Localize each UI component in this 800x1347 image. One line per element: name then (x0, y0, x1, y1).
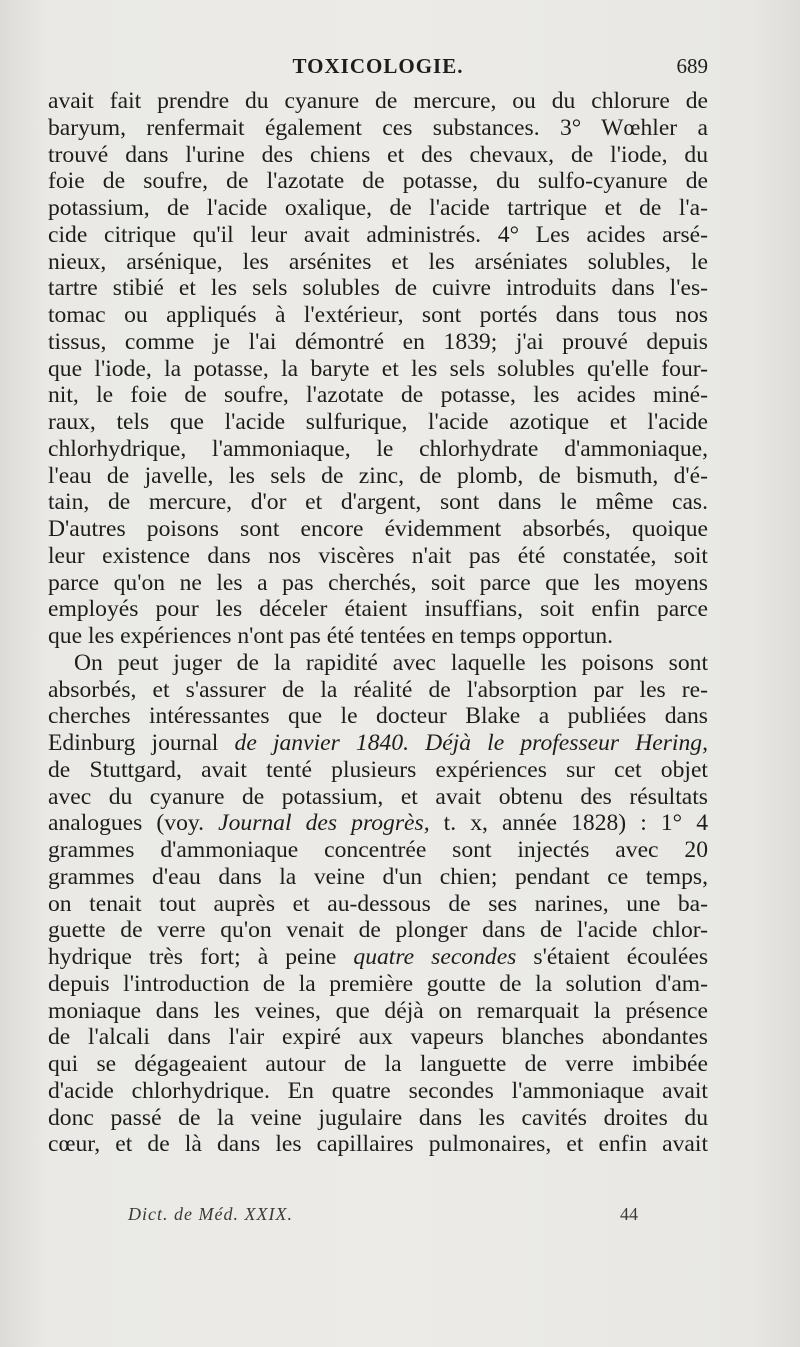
text-run: tartre stibié et les sels solubles de cuivre introduits dans l'es- (48, 275, 708, 302)
text-line (48, 650, 708, 677)
text-line (48, 703, 708, 730)
text-run: cide citrique qu'il leur avait administrés. 4° Les acides arsé- (48, 221, 708, 248)
text-line (48, 88, 708, 115)
text-run: cœur, et de là dans les capillaires pulmonaires, et enfin avait (48, 1131, 708, 1158)
text-line (48, 864, 708, 891)
body-text (48, 88, 708, 1158)
text-run: que les expériences n'ont pas été tentées en temps opportun. (48, 623, 614, 649)
text-line (48, 329, 708, 356)
text-run: employés pour les déceler étaient insuffians, soit enfin parce (48, 596, 708, 623)
text-line (48, 489, 708, 516)
text-run: raux, tels que l'acide sulfurique, l'acide azotique et l'acide (48, 409, 708, 435)
text-run: baryum, renfermait également ces substances. 3° Wœhler a (48, 114, 708, 141)
text-run: avait fait prendre du cyanure de mercure, ou du chlorure de (48, 88, 708, 114)
text-line (48, 436, 708, 463)
text-run: hydrique très fort; à peine (48, 944, 354, 970)
text-line (48, 570, 708, 597)
text-line (48, 543, 708, 570)
text-line (48, 623, 708, 650)
running-head (48, 54, 708, 84)
text-line (48, 944, 708, 971)
text-run: grammes d'ammoniaque concentrée sont injectés avec 20 (48, 837, 708, 863)
paragraph (48, 650, 708, 1158)
text-run: tomac ou appliqués à l'extérieur, sont portés dans tous nos (48, 302, 708, 328)
text-run: moniaque dans les veines, que déjà on remarquait la présence (48, 997, 708, 1024)
text-line (48, 1078, 708, 1105)
text-line (48, 917, 708, 944)
text-line (48, 1051, 708, 1078)
text-run: nit, le foie de soufre, l'azotate de potasse, les acides miné- (48, 382, 708, 409)
text-run: tain, de mercure, d'or et d'argent, sont dans le même cas. (48, 489, 708, 516)
text-run: trouvé dans l'urine des chiens et des chevaux, de l'iode, du (48, 141, 708, 168)
text-line (48, 168, 708, 195)
text-line (48, 730, 708, 757)
text-line (48, 249, 708, 276)
text-line (48, 596, 708, 623)
text-run: D'autres poisons sont encore évidemment absorbés, quoique (48, 516, 708, 542)
text-run: analogues (voy. (48, 810, 219, 837)
text-run: qui se dégageaient autour de la languette de verre imbibée (48, 1051, 708, 1077)
text-line (48, 195, 708, 222)
text-line (48, 891, 708, 918)
text-line (48, 302, 708, 329)
text-run: on tenait tout auprès et au-dessous de ses narines, une ba- (48, 890, 708, 917)
text-run: t. x, année 1828) : 1° 4 (429, 810, 708, 837)
text-run: guette de verre qu'on venait de plonger dans de l'acide chlor- (48, 917, 708, 944)
text-line (48, 409, 708, 436)
italic-text: quatre secondes (353, 944, 517, 970)
text-line (48, 222, 708, 249)
paragraph (48, 88, 708, 650)
text-run: On peut juger de la rapidité avec laquelle les poisons sont (74, 649, 708, 676)
text-line (48, 275, 708, 302)
text-line (48, 463, 708, 490)
page-number: 689 (676, 54, 708, 78)
text-run: parce qu'on ne les a pas cherchés, soit parce que les moyens (48, 569, 708, 596)
text-run: avec du cyanure de potassium, et avait obtenu des résultats (48, 783, 708, 810)
text-run: l'eau de javelle, les sels de zinc, de plomb, de bismuth, d'é- (48, 462, 708, 489)
text-run: s'étaient écoulées (516, 944, 708, 970)
signature-footer (48, 1204, 708, 1228)
text-run: d'acide chlorhydrique. En quatre secondes l'ammoniaque avait (48, 1077, 708, 1104)
text-run: cherches intéressantes que le docteur Blake a publiées dans (48, 703, 708, 730)
text-run: leur existence dans nos viscères n'ait pas été constatée, soit (48, 542, 708, 569)
text-run: nieux, arsénique, les arsénites et les arséniates solubles, le (48, 248, 708, 275)
text-run: que l'iode, la potasse, la baryte et les sels solubles qu'elle four- (48, 355, 708, 382)
text-run: depuis l'introduction de la première goutte de la solution d'am- (48, 970, 708, 997)
text-line (48, 1105, 708, 1132)
text-run: absorbés, et s'assurer de la réalité de l'absorption par les re- (48, 676, 708, 703)
text-line (48, 115, 708, 142)
text-line (48, 677, 708, 704)
text-run: donc passé de la veine jugulaire dans les cavités droites du (48, 1104, 708, 1131)
signature-number: 44 (620, 1204, 638, 1224)
text-line (48, 971, 708, 998)
text-line (48, 1024, 708, 1051)
text-line (48, 784, 708, 811)
text-run: foie de soufre, de l'azotate de potasse, du sulfo-cyanure de (48, 168, 708, 195)
text-line (48, 142, 708, 169)
text-run: Edinburg journal (48, 730, 219, 756)
text-run: de l'alcali dans l'air expiré aux vapeurs blanches abondantes (48, 1024, 708, 1051)
text-line (48, 356, 708, 383)
text-run: chlorhydrique, l'ammoniaque, le chlorhydrate d'ammoniaque, (48, 435, 708, 462)
running-title: TOXICOLOGIE. (292, 54, 464, 78)
text-run: grammes d'eau dans la veine d'un chien; pendant ce temps, (48, 863, 708, 890)
text-run: tissus, comme je l'ai démontré en 1839; j'ai prouvé depuis (48, 328, 708, 355)
text-line (48, 837, 708, 864)
text-line (48, 516, 708, 543)
italic-text: Journal des progrès, (218, 810, 430, 837)
text-line (48, 998, 708, 1025)
text-run: de Stuttgard, avait tenté plusieurs expériences sur cet objet (48, 756, 708, 783)
text-line (48, 810, 708, 837)
text-line (48, 1131, 708, 1158)
text-line (48, 382, 708, 409)
text-run: potassium, de l'acide oxalique, de l'acide tartrique et de l'a- (48, 195, 708, 221)
printer-signature: Dict. de Méd. XXIX. (128, 1204, 293, 1224)
italic-text: de janvier 1840. Déjà le professeur Hering, (218, 730, 708, 756)
text-line (48, 757, 708, 784)
